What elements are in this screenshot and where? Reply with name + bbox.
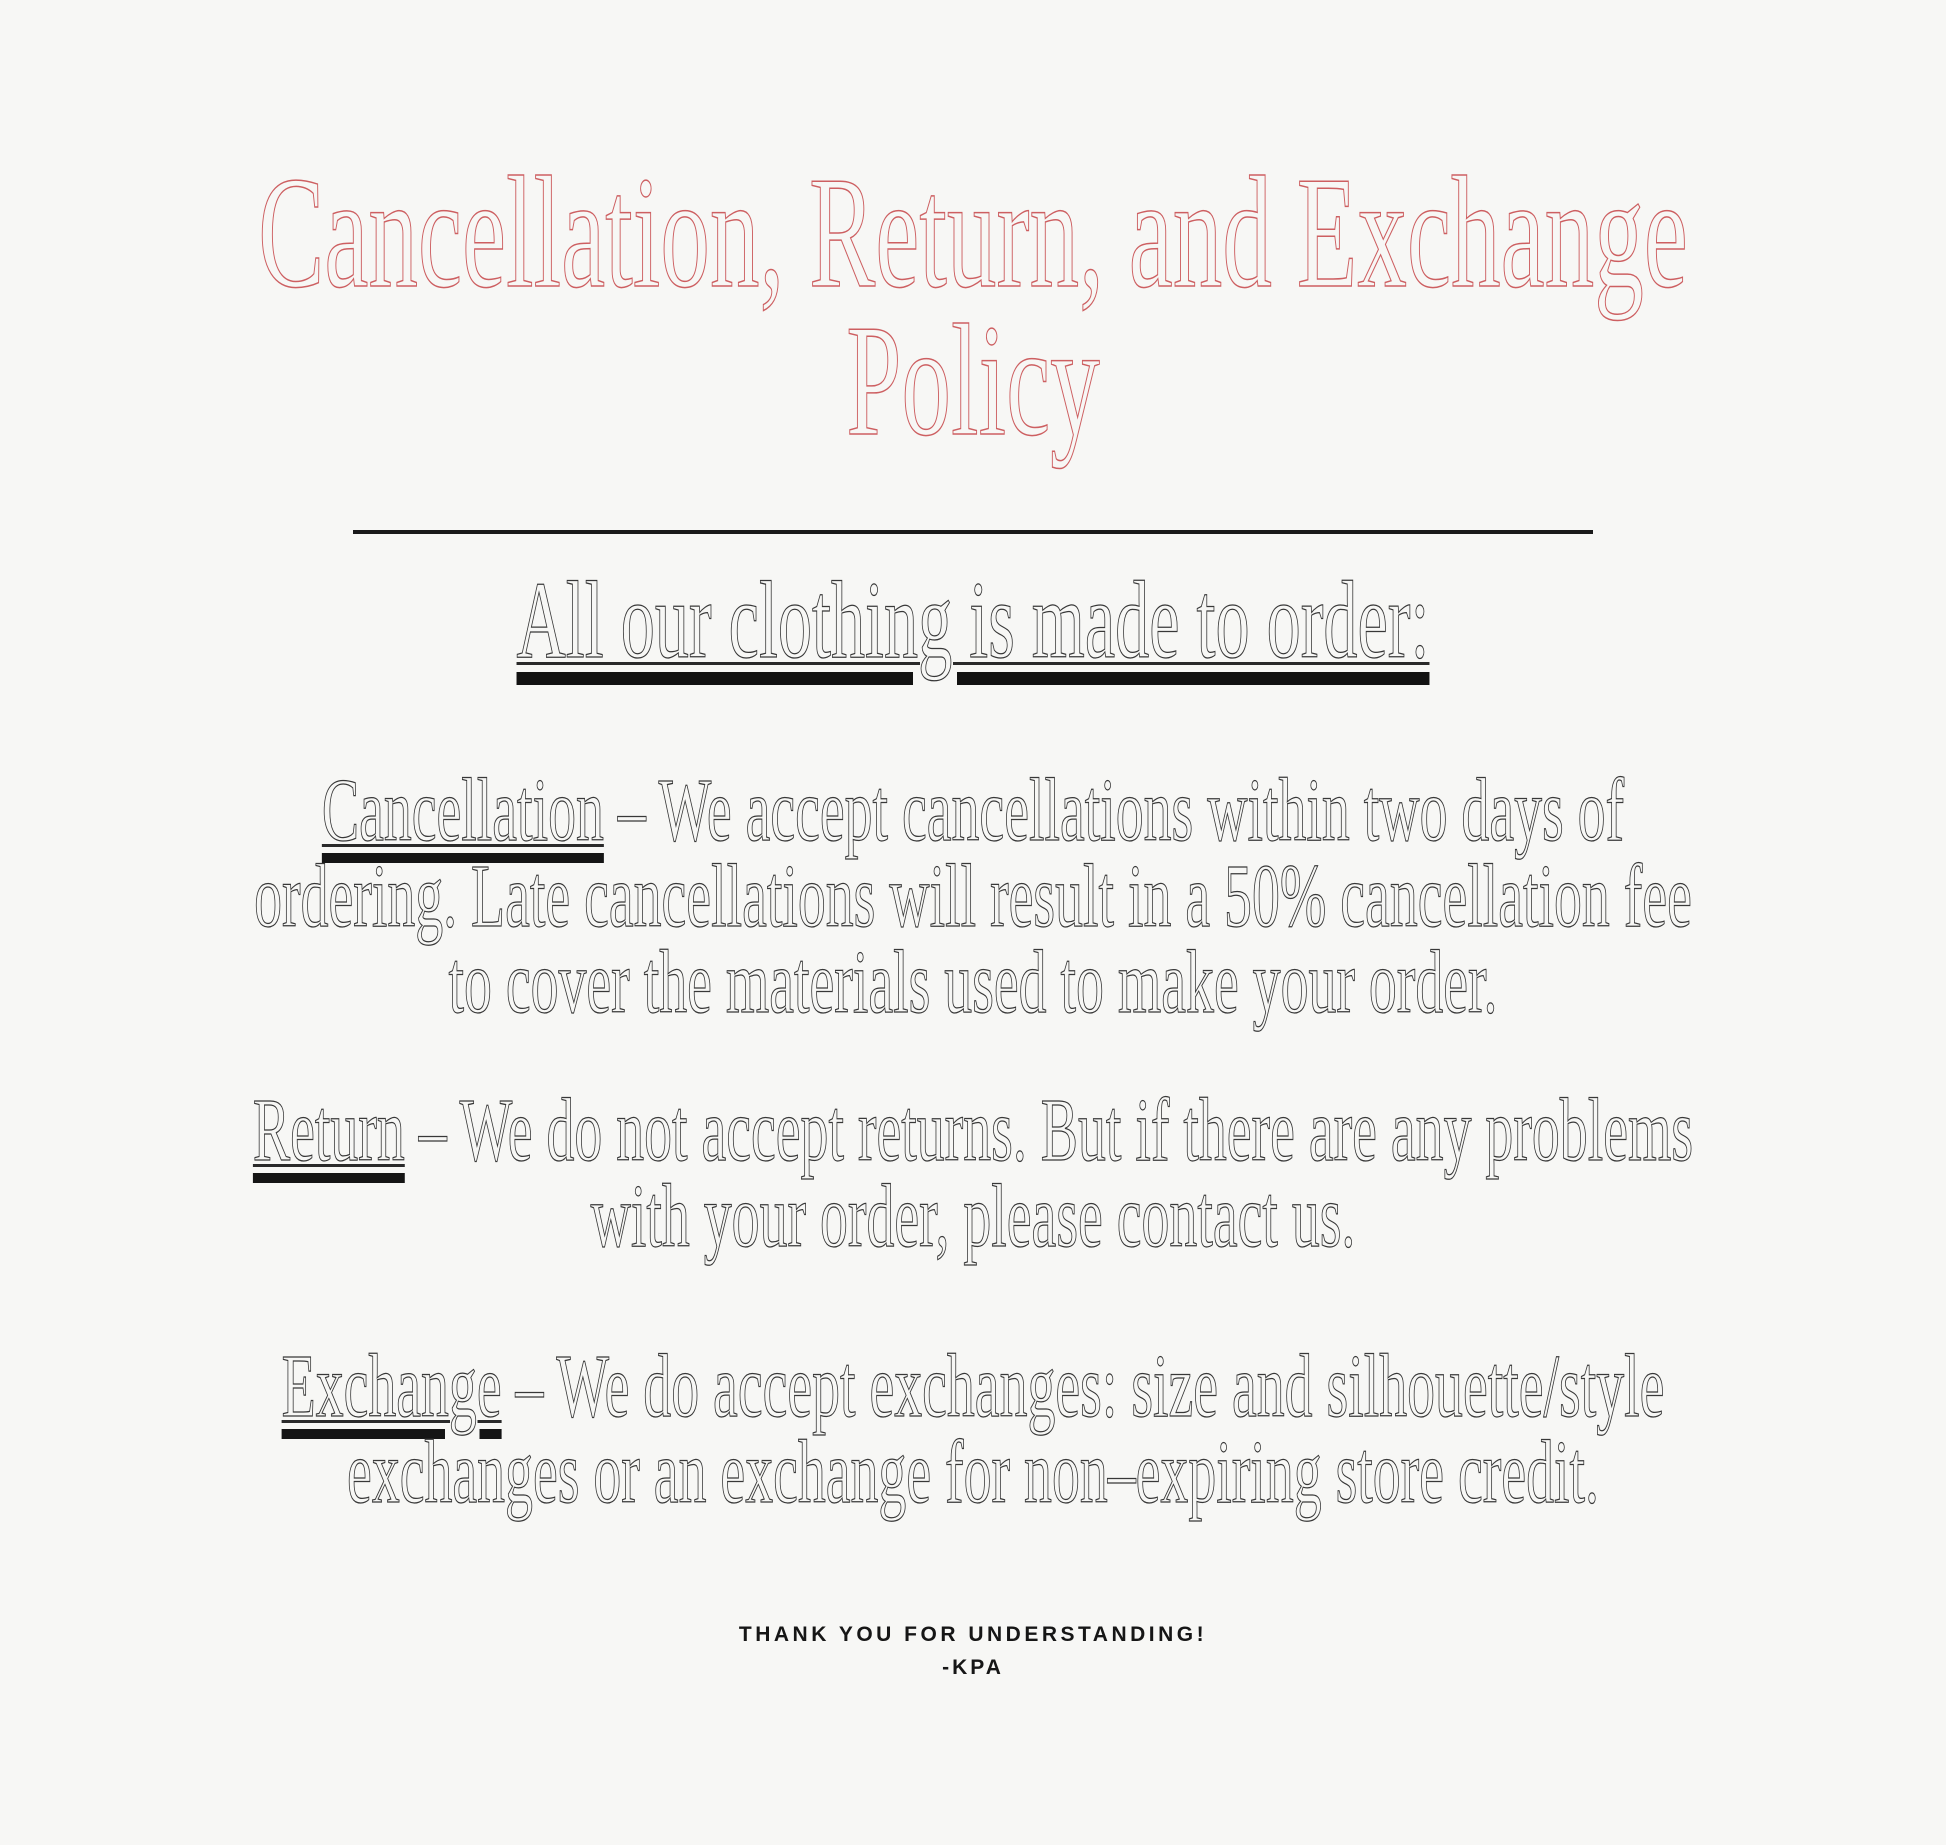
exchange-line-1-text: – We do accept exchanges: size and silhouette/style	[501, 1337, 1665, 1436]
cancellation-policy-section	[0, 761, 1946, 1032]
page-title	[0, 143, 1946, 469]
exchange-line-1	[281, 1337, 1665, 1436]
exchange-keyword: Exchange	[281, 1337, 502, 1436]
cancellation-line-2: ordering. Late cancellations will result in a 50% cancellation fee	[254, 847, 1692, 946]
cancellation-keyword-underline	[322, 761, 604, 860]
footer-signature: -KPA	[942, 1656, 1004, 1679]
cancellation-keyword: Cancellation	[321, 761, 604, 860]
return-keyword-underline	[253, 1081, 405, 1180]
cancellation-line-3: to cover the materials used to make your order.	[448, 933, 1498, 1032]
exchange-keyword-underline	[282, 1337, 502, 1436]
cancellation-line-1	[321, 761, 1625, 860]
footer-thanks-text: THANK YOU FOR UNDERSTANDING!	[738, 1623, 1208, 1646]
title-line-2: Policy	[846, 291, 1100, 469]
heading-text: All our clothing is made to order:	[516, 559, 1430, 681]
exchange-policy-section	[0, 1337, 1946, 1522]
title-line-1: Cancellation, Return, and Exchange	[258, 143, 1688, 321]
return-line-1-text: – We do not accept returns. But if there are any problems	[404, 1081, 1694, 1180]
return-policy-section	[0, 1081, 1946, 1266]
made-to-order-heading	[517, 558, 1430, 682]
cancellation-line-1-text: – We accept cancellations within two days of	[603, 761, 1625, 860]
title-divider	[353, 530, 1593, 534]
heading-underline	[517, 559, 1430, 681]
exchange-line-2: exchanges or an exchange for non–expiring store credit.	[347, 1423, 1599, 1522]
footer	[0, 1618, 1946, 1684]
return-line-2: with your order, please contact us.	[590, 1167, 1356, 1266]
return-line-1	[252, 1081, 1694, 1180]
return-keyword: Return	[252, 1081, 405, 1180]
